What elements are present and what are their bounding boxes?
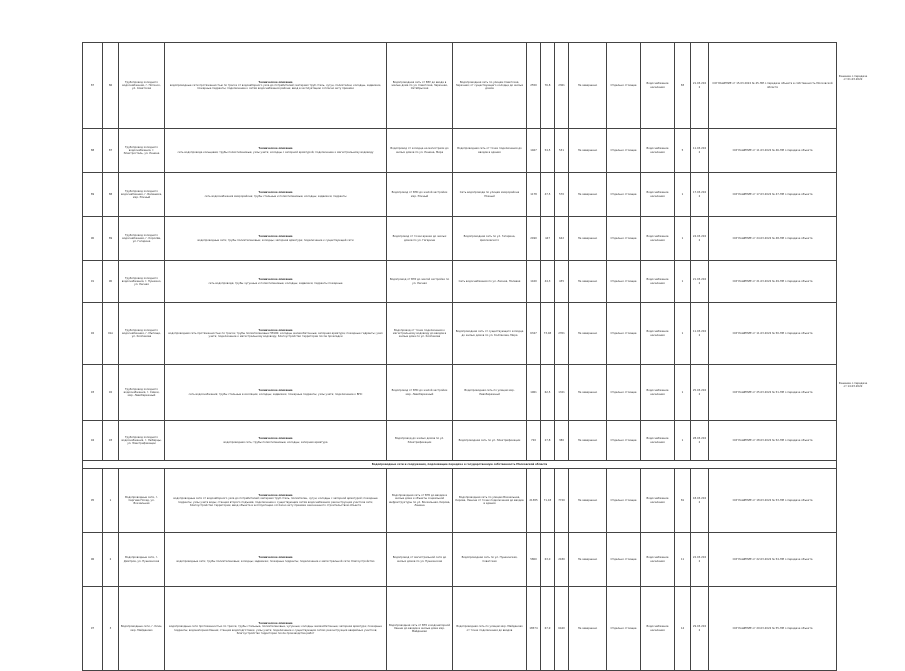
table-row: [83, 43, 837, 129]
technical-description: [165, 43, 387, 129]
year-value: 14: [675, 587, 691, 671]
capacity-value: 44,3: [541, 261, 555, 303]
length-value: 1420: [527, 261, 541, 303]
length-value: 1961: [527, 365, 541, 421]
table-row: [83, 303, 837, 365]
year-value: 83: [675, 43, 691, 129]
object-type: Отдельно стоящее: [607, 365, 641, 421]
count-value: 380: [555, 421, 569, 461]
object-address: Трубопровод холодного водоснабжения, г. Ногинск, ул. Советская: [119, 43, 165, 129]
description-heading: Техническое описание: [258, 328, 293, 332]
description-heading: Техническое описание: [258, 621, 293, 625]
object-extent-from: Водопровод до жилых домов по ул. Электрификации: [387, 421, 453, 461]
technical-description: [165, 261, 387, 303]
status-value: Не завершено: [569, 365, 607, 421]
description-heading: Техническое описание: [258, 437, 293, 441]
status-value: Не завершено: [569, 43, 607, 129]
object-type: Отдельно стоящее: [607, 217, 641, 261]
object-address: Водопроводные сети, г. Сергиев Посад, ул. Вокзальная: [119, 469, 165, 533]
object-extent-from: Водопровод от точки подключения к магистральному водоводу до вводов в жилые дома по ул. Колпакова: [387, 303, 453, 365]
object-purpose: Водоснабжение населения: [641, 533, 675, 587]
agreement-reference: СОГЛАШЕНИЕ от 28.03.2022 № 52-ПМ о передаче объекта: [709, 421, 837, 461]
technical-description: [165, 469, 387, 533]
agreement-reference: СОГЛАШЕНИЕ от 24.03.2022 № 48-ПМ о передаче объекта: [709, 217, 837, 261]
row-number: 96: [83, 533, 103, 587]
item-number: 88: [103, 173, 119, 217]
count-value: 6440: [555, 587, 569, 671]
date-value: 25.03.2022: [691, 365, 709, 421]
object-extent-to: Водопроводная сеть от существующего колодца до жилых домов по ул. Колпакова, Мира: [453, 303, 527, 365]
object-type: Отдельно стоящее: [607, 129, 641, 173]
row-number: 95: [83, 469, 103, 533]
object-extent-from: Водопровод от колодца на магистрали до жилых домов по ул. Ленина, Мира: [387, 129, 453, 173]
capacity-value: 27,8: [541, 421, 555, 461]
margin-note: Решение о передаче от 14.03.2022: [838, 382, 868, 389]
object-type: Отдельно стоящее: [607, 43, 641, 129]
object-type: Отдельно стоящее: [607, 469, 641, 533]
status-value: Не завершено: [569, 217, 607, 261]
item-number: 91А: [103, 303, 119, 365]
description-heading: Техническое описание: [258, 493, 293, 497]
agreement-reference: СОГЛАШЕНИЕ от 25.03.2022 № 51-ПМ о передаче объекта: [709, 365, 837, 421]
capacity-value: 447: [541, 217, 555, 261]
objects-table: [82, 42, 837, 671]
status-value: Не завершено: [569, 587, 607, 671]
object-purpose: Водоснабжение населения: [641, 587, 675, 671]
status-value: Не завершено: [569, 533, 607, 587]
description-body: сеть водопровода; трубы чугунные и полиэтиленовые; колодцы; задвижки; гидранты пожарные: [208, 281, 343, 285]
object-extent-from: Водопровод от ВНС до жилой застройки мкр. Южный: [387, 173, 453, 217]
technical-description: [165, 421, 387, 461]
table-row: [83, 217, 837, 261]
table-row: [83, 469, 837, 533]
description-body: сеть водопровода кольцевая; трубы полиэтиленовые; узлы учета; колодцы с запорной арматурой; подключение к магистральному водоводу: [177, 150, 374, 154]
year-value: 1: [675, 217, 691, 261]
item-number: 1: [103, 469, 119, 533]
object-address: Трубопровод холодного водоснабжения, г. Люберцы, ул. Электрификации: [119, 421, 165, 461]
length-value: 2550: [527, 43, 541, 129]
count-value: 570: [555, 173, 569, 217]
object-extent-to: Водопроводная сеть по улицам Советская, Заречная; от существующего колодца до жилых домов: [453, 43, 527, 129]
object-purpose: Водоснабжение населения: [641, 421, 675, 461]
object-extent-to: Водопроводная сеть по ул. Электрификации: [453, 421, 527, 461]
status-value: Не завершено: [569, 303, 607, 365]
technical-description: [165, 129, 387, 173]
object-type: Отдельно стоящее: [607, 421, 641, 461]
table-row: [83, 533, 837, 587]
object-purpose: Водоснабжение населения: [641, 469, 675, 533]
object-extent-to: Сеть водопровода по улицам микрорайона Южный: [453, 173, 527, 217]
count-value: 531: [555, 129, 569, 173]
capacity-value: 63,0: [541, 533, 555, 587]
object-extent-from: Водопроводная сеть от ВЗУ до ввода в жилые дома по ул. Советская, Заречная, Октябрьская: [387, 43, 453, 129]
date-value: 11.03.2022: [691, 129, 709, 173]
item-number: 86: [103, 43, 119, 129]
row-number: 97: [83, 587, 103, 671]
description-body: водопроводные сети; трубы полиэтиленовые; колодцы; задвижки; пожарные гидранты; подключение к магистральной сети; благоустройство: [176, 559, 375, 563]
date-value: 29.03.2022: [691, 587, 709, 671]
object-purpose: Водоснабжение населения: [641, 173, 675, 217]
object-address: Трубопровод холодного водоснабжения, г. Электросталь, ул. Ленина: [119, 129, 165, 173]
technical-description: [165, 303, 387, 365]
status-value: Не завершено: [569, 421, 607, 461]
capacity-value: 76,8: [541, 43, 555, 129]
date-value: 11.03.2022: [691, 303, 709, 365]
description-body: водопроводные сети от водозаборного узла до потребителей; материал труб сталь, полиэтилен, чугун; колодцы с запорной арматурой; пожарные гидранты; узлы учета воды; станция второго подъема; подключение к существующим сетям водоснабжения; реконструкция участков сети; благоустройство территории; ввод объекта в эксплуатацию согласно акту приемки законченного строительством объекта: [173, 497, 378, 507]
technical-description: [165, 173, 387, 217]
length-value: 1178: [527, 173, 541, 217]
description-heading: Техническое описание: [258, 556, 293, 560]
year-value: 1: [675, 303, 691, 365]
object-extent-from: Водопроводная сеть от ВЗУ и водонапорной башни до вводов в жилые дома мкр. Майданово: [387, 587, 453, 671]
capacity-value: 71,18: [541, 469, 555, 533]
object-address: Водопроводные сети, г. Дмитров, ул. Пушкинская: [119, 533, 165, 587]
date-value: 21.03.2022: [691, 261, 709, 303]
row-number: 94: [83, 421, 103, 461]
table-body: [83, 43, 837, 671]
table-row: [83, 261, 837, 303]
object-purpose: Водоснабжение населения: [641, 217, 675, 261]
date-value: 17.03.2022: [691, 173, 709, 217]
row-number: 93: [83, 365, 103, 421]
capacity-value: 73,48: [541, 303, 555, 365]
date-value: 28.03.2022: [691, 421, 709, 461]
agreement-reference: СОГЛАШЕНИЕ от 15.03.2022 № 45-ПМ о передаче объекта в собственность Московской области: [709, 43, 837, 129]
year-value: 11: [675, 533, 691, 587]
capacity-value: 54,5: [541, 129, 555, 173]
length-value: 21385: [527, 469, 541, 533]
capacity-value: 67,9: [541, 587, 555, 671]
count-value: 2351: [555, 303, 569, 365]
object-purpose: Водоснабжение населения: [641, 129, 675, 173]
object-address: Водопроводные сети, г. Клин, мкр. Майданово: [119, 587, 165, 671]
count-value: 7720: [555, 469, 569, 533]
technical-description: [165, 533, 387, 587]
date-value: 21.03.2022: [691, 43, 709, 129]
object-extent-to: Водопроводная сеть по ул. Пушкинская, Советская: [453, 533, 527, 587]
length-value: 18574: [527, 587, 541, 671]
row-number: 92: [83, 303, 103, 365]
description-heading: Техническое описание: [258, 235, 293, 239]
capacity-value: 62,5: [541, 365, 555, 421]
object-extent-to: Водопроводная сеть по улицам мкр. Левобережный: [453, 365, 527, 421]
item-number: 90: [103, 261, 119, 303]
year-value: 5: [675, 129, 691, 173]
row-number: 91: [83, 261, 103, 303]
object-purpose: Водоснабжение населения: [641, 43, 675, 129]
technical-description: [165, 365, 387, 421]
table-row: [83, 421, 837, 461]
year-value: 81: [675, 469, 691, 533]
description-body: водопроводная сеть; трубы полиэтиленовые; колодцы; запорная арматура: [223, 440, 328, 444]
agreement-reference: СОГЛАШЕНИЕ от 18.03.2022 № 53-ПМ о передаче объекта: [709, 469, 837, 533]
agreement-reference: СОГЛАШЕНИЕ от 11.03.2022 № 50-ПМ о передаче объекта: [709, 303, 837, 365]
count-value: 1321: [555, 365, 569, 421]
table-row: [83, 173, 837, 217]
description-body: водопроводная сеть протяженностью по трассе; трубы полиэтиленовые ПЭ100; колодцы железобетонные; запорная арматура; пожарные гидранты; узел учета; подключение к магистральному водоводу; благоустройство территории после прокладки: [168, 331, 383, 339]
object-extent-from: Водопровод от ВЗУ до жилой застройки по ул. Лесная: [387, 261, 453, 303]
item-number: 92: [103, 365, 119, 421]
row-number: 90: [83, 217, 103, 261]
object-extent-from: Водопровод от магистральной сети до жилых домов по ул. Пушкинская: [387, 533, 453, 587]
object-purpose: Водоснабжение населения: [641, 303, 675, 365]
agreement-reference: СОГЛАШЕНИЕ от 17.03.2022 № 47-ПМ о передаче объекта: [709, 173, 837, 217]
description-heading: Техническое описание: [258, 80, 293, 84]
object-address: Трубопровод холодного водоснабжения, г. Балашиха, мкр. Южный: [119, 173, 165, 217]
technical-description: [165, 587, 387, 671]
agreement-reference: СОГЛАШЕНИЕ от 29.03.2022 № 55-ПМ о передаче объекта: [709, 587, 837, 671]
object-address: Трубопровод холодного водоснабжения, г. Химки, мкр. Левобережный: [119, 365, 165, 421]
description-body: сеть водоснабжения; трубы стальные в изоляции; колодцы; задвижки; пожарные гидранты; узлы учета; подключение к ВНС: [188, 392, 363, 396]
description-heading: Техническое описание: [258, 389, 293, 393]
section-header: Водопроводные сети и сооружения, подлежащие передаче в государственную собственность Московской области: [83, 461, 837, 469]
date-value: 18.03.2022: [691, 469, 709, 533]
object-address: Трубопровод холодного водоснабжения, г. Пушкино, ул. Лесная: [119, 261, 165, 303]
status-value: Не завершено: [569, 469, 607, 533]
date-value: 22.03.2022: [691, 533, 709, 587]
description-heading: Техническое описание: [258, 191, 293, 195]
object-purpose: Водоснабжение населения: [641, 261, 675, 303]
description-body: водопроводные сети протяженностью по трассе; трубы стальные, полиэтиленовые, чугунные; колодцы железобетонные; запорная арматура; пожарные гидранты; водонапорная башня; станция водоподготовки; узлы учета; подключение к существующим сетям; реконструкция аварийных участков; благоустройство территории после производства работ: [169, 625, 382, 635]
technical-description: [165, 217, 387, 261]
object-address: Трубопровод холодного водоснабжения, г. Мытищи, ул. Колпакова: [119, 303, 165, 365]
table-row: [83, 129, 837, 173]
object-address: Трубопровод холодного водоснабжения, г. Королёв, ул. Гагарина: [119, 217, 165, 261]
margin-note: Решение о передаче от 01.03.2022: [838, 75, 868, 82]
count-value: 642: [555, 217, 569, 261]
object-extent-to: Водопроводная сеть по ул. Гагарина, Циолковского: [453, 217, 527, 261]
object-extent-from: Водопровод от ВНС до жилой застройки мкр. Левобережный: [387, 365, 453, 421]
object-purpose: Водоснабжение населения: [641, 365, 675, 421]
item-number: 87: [103, 129, 119, 173]
year-value: 1: [675, 421, 691, 461]
length-value: 5800: [527, 533, 541, 587]
item-number: 89: [103, 217, 119, 261]
table-row: [83, 587, 837, 671]
item-number: 3: [103, 587, 119, 671]
count-value: 435: [555, 261, 569, 303]
agreement-reference: СОГЛАШЕНИЕ от 22.03.2022 № 54-ПМ о передаче объекта: [709, 533, 837, 587]
row-number: 88: [83, 129, 103, 173]
agreement-reference: СОГЛАШЕНИЕ от 11.03.2022 № 46-ПМ о передаче объекта: [709, 129, 837, 173]
object-extent-from: Водопроводная сеть от ВЗУ до вводов в жилые дома и объекты социальной инфраструктуры по ул. Вокзальная, Кирова, Ленина: [387, 469, 453, 533]
length-value: 1467: [527, 129, 541, 173]
capacity-value: 47,5: [541, 173, 555, 217]
year-value: 1: [675, 261, 691, 303]
object-type: Отдельно стоящее: [607, 533, 641, 587]
description-body: водопроводные сети; трубы полиэтиленовые; колодцы; запорная арматура; подключение к существующей сети: [197, 238, 354, 242]
length-value: 720: [527, 421, 541, 461]
length-value: 6347: [527, 303, 541, 365]
object-extent-to: Сеть водоснабжения по ул. Лесная, Полевая: [453, 261, 527, 303]
row-number: 87: [83, 43, 103, 129]
description-body: водопроводные сети протяженностью по трассе от водозаборного узла до потребителей; материал труб сталь, чугун, полиэтилен; колодцы, задвижки, пожарные гидранты; подключение к сетям водоснабжения района; ввод в эксплуатацию согласно акту приемки: [169, 83, 382, 91]
description-body: сеть водоснабжения микрорайона; трубы стальные и полиэтиленовые; колодцы; задвижки; гидранты: [204, 194, 347, 198]
row-number: 89: [83, 173, 103, 217]
table-row: [83, 365, 837, 421]
status-value: Не завершено: [569, 173, 607, 217]
count-value: 2180: [555, 533, 569, 587]
length-value: 2490: [527, 217, 541, 261]
object-extent-to: Водопроводная сеть по улицам Вокзальная, Кирова, Ленина от точек подключения до вводов в здания: [453, 469, 527, 533]
count-value: 2361: [555, 43, 569, 129]
object-type: Отдельно стоящее: [607, 173, 641, 217]
item-number: 2: [103, 533, 119, 587]
item-number: 93: [103, 421, 119, 461]
object-extent-from: Водопровод от точки врезки до жилых домов по ул. Гагарина: [387, 217, 453, 261]
status-value: Не завершено: [569, 261, 607, 303]
object-extent-to: Водопроводная сеть по улицам мкр. Майданово от точек подключения до вводов: [453, 587, 527, 671]
agreement-reference: СОГЛАШЕНИЕ от 21.03.2022 № 49-ПМ о передаче объекта: [709, 261, 837, 303]
description-heading: Техническое описание: [258, 278, 293, 282]
section-row: [83, 461, 837, 469]
object-extent-to: Водопроводная сеть от точки подключения до вводов в здания: [453, 129, 527, 173]
object-type: Отдельно стоящее: [607, 587, 641, 671]
object-type: Отдельно стоящее: [607, 261, 641, 303]
year-value: 1: [675, 365, 691, 421]
status-value: Не завершено: [569, 129, 607, 173]
date-value: 24.03.2022: [691, 217, 709, 261]
year-value: 1: [675, 173, 691, 217]
description-heading: Техническое описание: [258, 147, 293, 151]
object-type: Отдельно стоящее: [607, 303, 641, 365]
